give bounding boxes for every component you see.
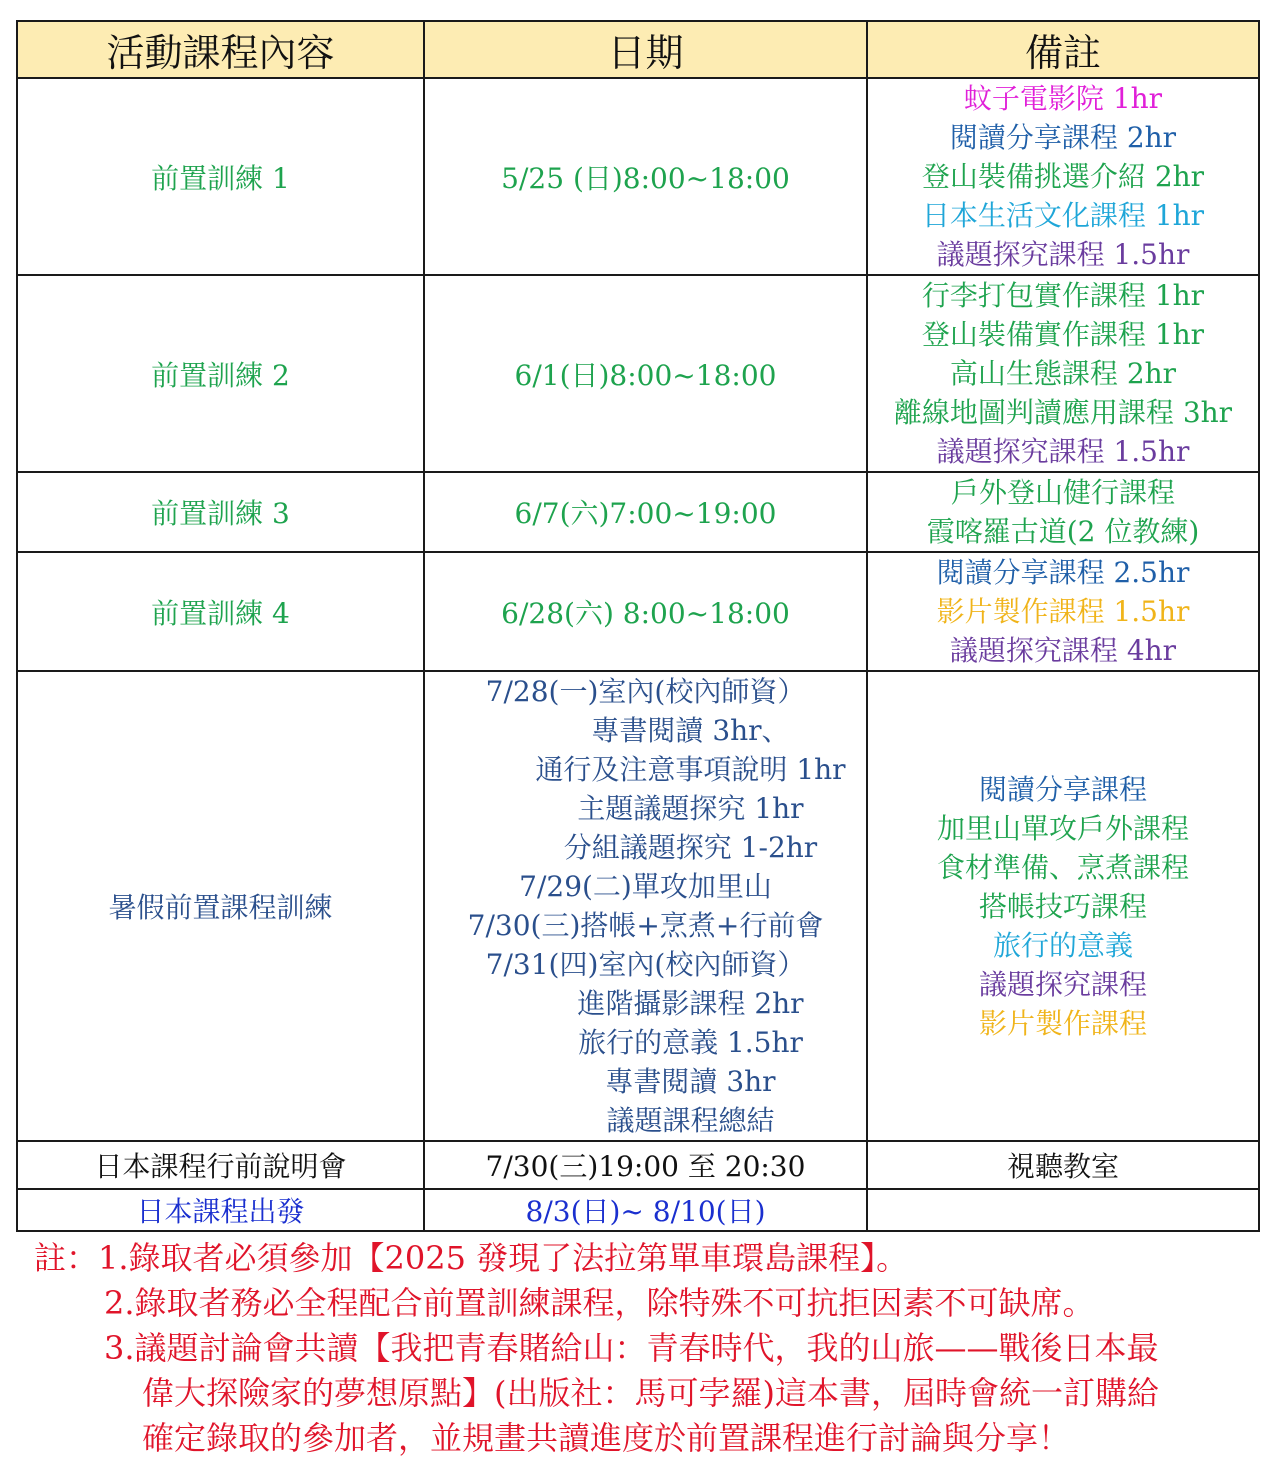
notes-cell: [867, 275, 1259, 472]
note-line: 離線地圖判讀應用課程 3hr: [893, 396, 1233, 429]
note-line: 影片製作課程 1.5hr: [936, 595, 1190, 628]
note-line: 霞喀羅古道(2 位教練): [926, 515, 1200, 548]
notes-cell: [867, 1189, 1259, 1231]
schedule-line: 分組議題探究 1-2hr: [563, 831, 818, 864]
table-row: [17, 671, 1259, 1141]
table-row: [17, 472, 1259, 552]
note-line: 影片製作課程: [978, 1006, 1147, 1040]
header-row: [17, 21, 1259, 78]
note-line: 日本生活文化課程 1hr: [921, 199, 1205, 232]
footnote-line: 2.錄取者務必全程配合前置訓練課程，除特殊不可抗拒因素不可缺席。: [104, 1284, 1095, 1322]
table-row: [17, 78, 1259, 275]
note-line: 食材準備、烹煮課程: [936, 850, 1189, 884]
date-cell: 5/25 (日)8:00~18:00: [424, 78, 867, 275]
schedule-line: 旅行的意義 1.5hr: [578, 1026, 803, 1059]
footnote-line: 偉大探險家的夢想原點】(出版社：馬可孛羅)這本書，屆時會統一訂購給: [142, 1374, 1159, 1412]
header-date: 日期: [424, 21, 867, 78]
note-line: 議題探究課程: [978, 967, 1147, 1001]
notes-cell: [867, 552, 1259, 671]
note-line: 登山裝備實作課程 1hr: [921, 318, 1205, 351]
schedule-line: 7/30(三)搭帳+烹煮+行前會: [467, 909, 824, 942]
schedule-line: 7/29(二)單攻加里山: [519, 870, 772, 903]
note-line: 戶外登山健行課程: [950, 476, 1175, 509]
table-row: [17, 275, 1259, 472]
note-line: 閱讀分享課程: [978, 772, 1147, 806]
note-line: 議題探究課程 1.5hr: [936, 238, 1190, 271]
note-line: 搭帳技巧課程: [978, 889, 1147, 923]
notes-cell: [867, 78, 1259, 275]
activity-cell: 前置訓練 4: [17, 552, 424, 671]
notes-cell: 視聽教室: [867, 1141, 1259, 1189]
note-line: 旅行的意義: [992, 928, 1133, 962]
notes-cell: [867, 472, 1259, 552]
activity-cell: 日本課程行前說明會: [17, 1141, 424, 1189]
table-row: [17, 1189, 1259, 1231]
schedule-line: 進階攝影課程 2hr: [577, 987, 804, 1020]
table-row: [17, 552, 1259, 671]
schedule-line: 主題議題探究 1hr: [577, 792, 804, 825]
activity-cell: 前置訓練 1: [17, 78, 424, 275]
note-line: 加里山單攻戶外課程: [936, 811, 1189, 845]
date-cell: 7/30(三)19:00 至 20:30: [424, 1141, 867, 1189]
schedule-line: 專書閱讀 3hr、: [591, 714, 790, 747]
summer-schedule-cell: [424, 671, 867, 1141]
date-cell: 6/28(六) 8:00~18:00: [424, 552, 867, 671]
date-cell: 6/7(六)7:00~19:00: [424, 472, 867, 552]
activity-cell: 前置訓練 2: [17, 275, 424, 472]
note-line: 高山生態課程 2hr: [949, 357, 1177, 390]
note-line: 登山裝備挑選介紹 2hr: [921, 160, 1205, 193]
note-line: 蚊子電影院 1hr: [963, 82, 1163, 115]
schedule-line: 議題課程總結: [606, 1104, 775, 1137]
footnote-line: 3.議題討論會共讀【我把青春賭給山：青春時代，我的山旅——戰後日本最: [104, 1329, 1159, 1367]
schedule-line: 專書閱讀 3hr: [605, 1065, 776, 1098]
schedule-line: 通行及注意事項說明 1hr: [535, 753, 846, 786]
footnotes: [34, 1236, 1264, 1461]
date-cell: 6/1(日)8:00~18:00: [424, 275, 867, 472]
footnote-line: 註：1.錄取者必須參加【2025 發現了法拉第單車環島課程】。: [34, 1239, 909, 1277]
header-notes: 備註: [867, 21, 1259, 78]
activity-cell: 暑假前置課程訓練: [17, 671, 424, 1141]
table-row: [17, 1141, 1259, 1189]
date-cell: 8/3(日)~ 8/10(日): [424, 1189, 867, 1231]
note-line: 閱讀分享課程 2.5hr: [936, 556, 1190, 589]
schedule-line: 7/31(四)室內(校內師資）: [485, 948, 806, 981]
footnote-line: 確定錄取的參加者，並規畫共讀進度於前置課程進行討論與分享！: [142, 1419, 1071, 1457]
note-line: 議題探究課程 4hr: [949, 634, 1177, 667]
note-line: 閱讀分享課程 2hr: [949, 121, 1177, 154]
notes-cell: [867, 671, 1259, 1141]
schedule-table: [16, 20, 1260, 1232]
activity-cell: 日本課程出發: [17, 1189, 424, 1231]
activity-cell: 前置訓練 3: [17, 472, 424, 552]
note-line: 行李打包實作課程 1hr: [921, 279, 1205, 312]
note-line: 議題探究課程 1.5hr: [936, 435, 1190, 468]
schedule-line: 7/28(一)室內(校內師資）: [485, 675, 806, 708]
header-activity: 活動課程內容: [17, 21, 424, 78]
